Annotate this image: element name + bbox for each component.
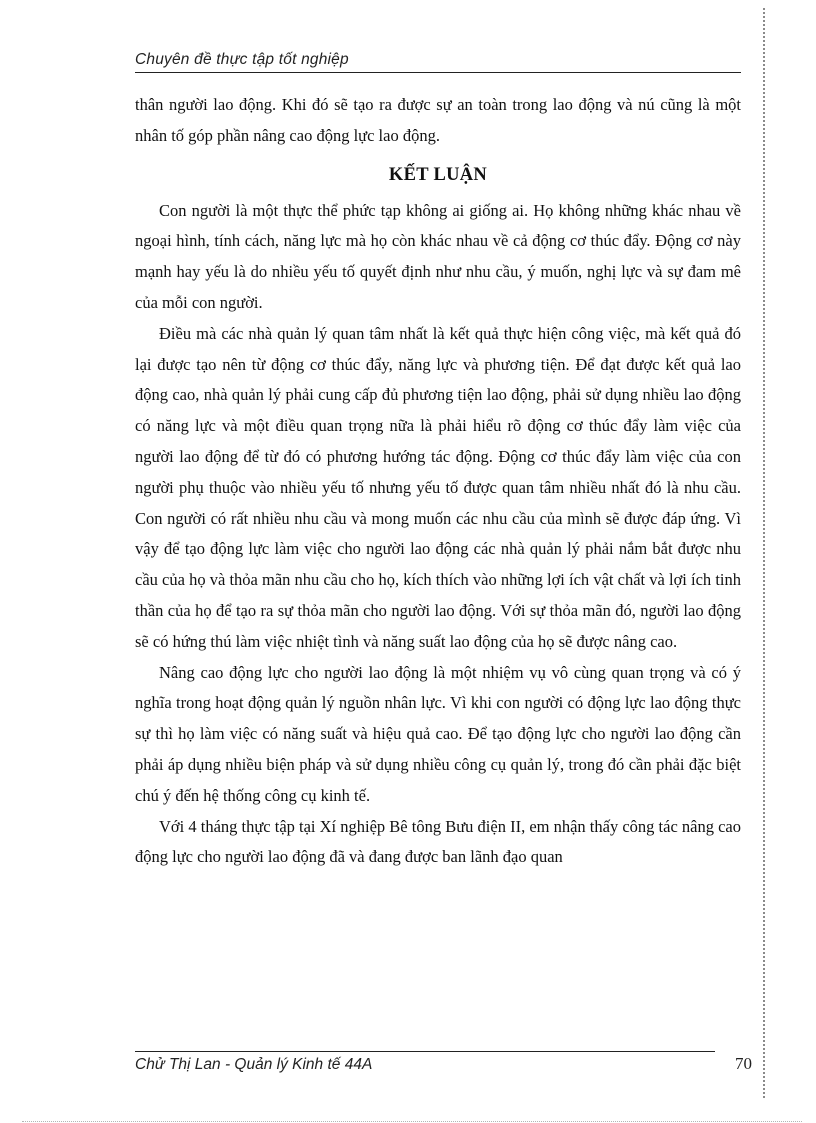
- section-title: KẾT LUẬN: [388, 164, 488, 185]
- footer-author: Chử Thị Lan - Quản lý Kinh tế 44A: [135, 1056, 373, 1073]
- footer-divider: [135, 1051, 715, 1052]
- paragraph-1: Con người là một thực thể phức tạp không ai giống ai. Họ không những khác nhau về ngoại hình, tính cách, năng lực mà họ còn khác nhau về cả động cơ thúc đẩy. Động cơ này mạnh hay yếu là do nhiều yếu tố quyết định như nhu cầu, ý muốn, nghị lực và sự đam mê của mỗi con người.: [135, 200, 741, 312]
- paragraph-2: Điều mà các nhà quản lý quan tâm nhất là kết quả thực hiện công việc, mà kết quả đó lại được tạo nên từ động cơ thúc đẩy, năng lực và phương tiện. Để đạt được kết quả lao động cao, nhà quản lý phải cung cấp đủ phương tiện lao động, phải sử dụng nhiều lao động có năng lực và một điều quan trọng nữa là phải hiểu rõ động cơ thúc đẩy làm việc của người lao động để từ đó có phương hướng tác động. Động cơ thúc đẩy làm việc của con người phụ thuộc vào nhiều yếu tố nhưng yếu tố được quan tâm nhiều nhất đó là nhu cầu. Con người có rất nhiều nhu cầu và mong muốn các nhu cầu của mình sẽ được đáp ứng. Vì vậy để tạo động lực làm việc cho người lao động các nhà quản lý phải nắm bắt được nhu cầu của họ và thỏa mãn nhu cầu cho họ, kích thích vào những lợi ích vật chất và lợi ích tinh thần của họ để tạo ra sự thỏa mãn cho người lao động. Với sự thỏa mãn đó, người lao động sẽ có hứng thú làm việc nhiệt tình và năng suất lao động của họ sẽ được nâng cao.: [135, 323, 741, 651]
- page-border-bottom: [22, 1121, 802, 1122]
- continuation-paragraph: thân người lao động. Khi đó sẽ tạo ra được sự an toàn trong lao động và nú cũng là một nhân tố góp phần nâng cao động lực lao động.: [135, 95, 741, 145]
- paragraph-3: Nâng cao động lực cho người lao động là một nhiệm vụ vô cùng quan trọng và có ý nghĩa trong hoạt động quản lý nguồn nhân lực. Vì khi con người có động lực lao động thực sự thì họ làm việc có năng suất và hiệu quả cao. Để tạo động lực cho người lao động cần phải áp dụng nhiều biện pháp và sử dụng nhiều công cụ quản lý, trong đó cần phải đặc biệt chú ý đến hệ thống công cụ kinh tế.: [135, 662, 741, 805]
- page-border-right: [763, 8, 765, 1098]
- header-title: Chuyên đề thực tập tốt nghiệp: [135, 51, 349, 68]
- paragraph-4: Với 4 tháng thực tập tại Xí nghiệp Bê tông Bưu điện II, em nhận thấy công tác nâng cao động lực cho người lao động đã và đang được ban lãnh đạo quan: [135, 816, 741, 867]
- page-number: 70: [735, 1054, 752, 1073]
- document-body: [135, 90, 741, 873]
- page-footer: [135, 1051, 755, 1077]
- page-header: [135, 48, 741, 73]
